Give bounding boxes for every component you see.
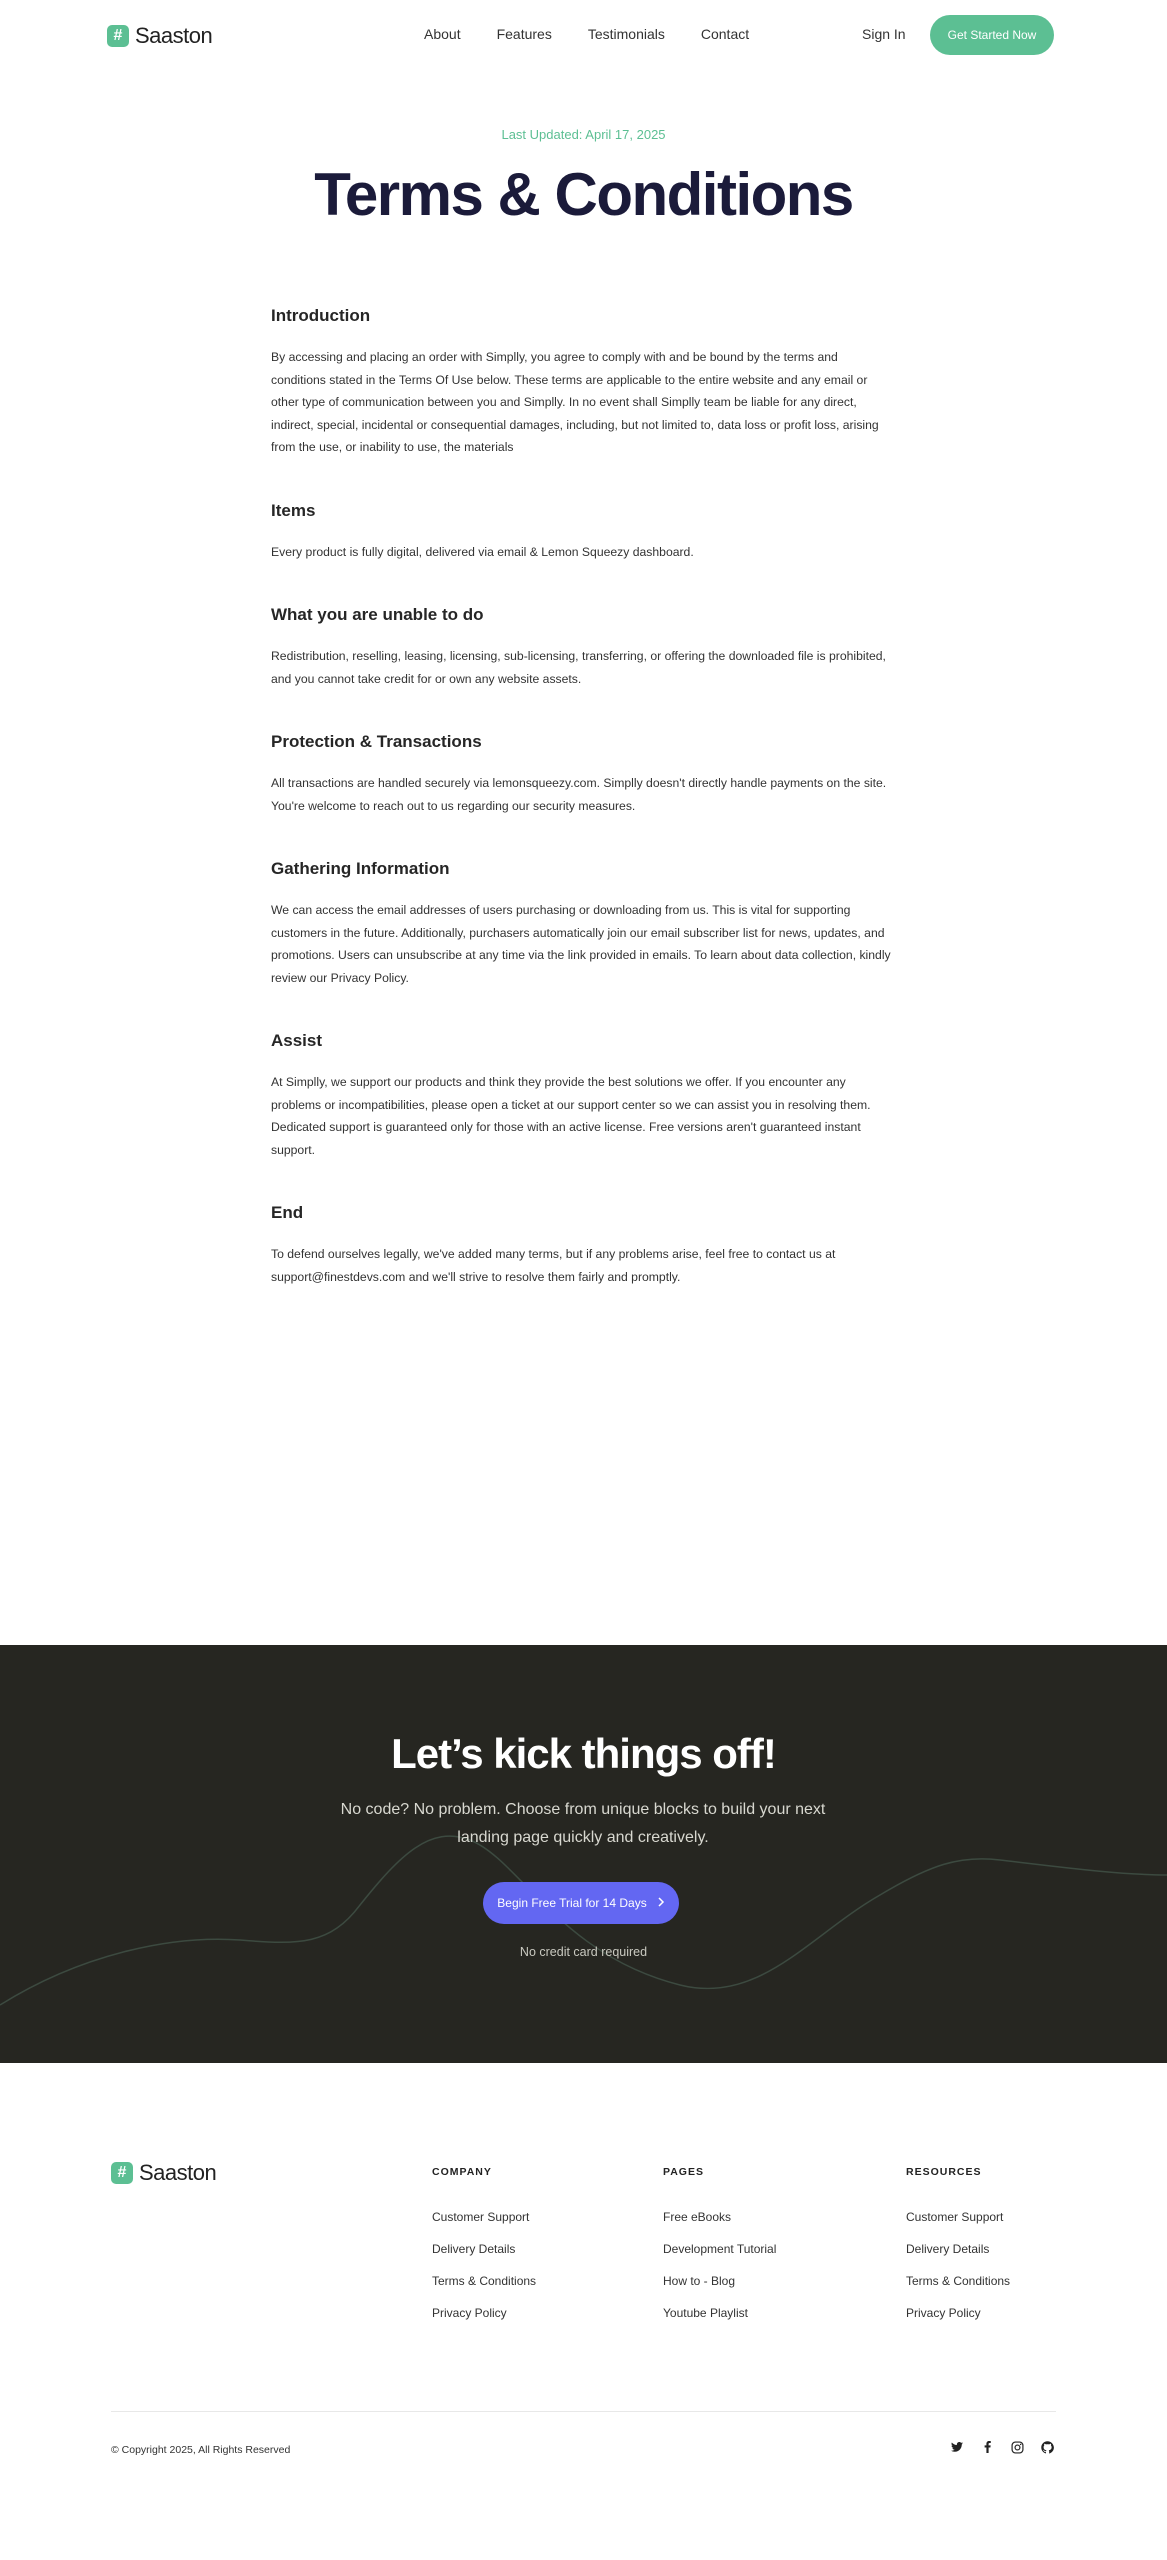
footer-link[interactable]: Terms & Conditions xyxy=(906,2274,1011,2288)
footer-column-title: COMPANY xyxy=(432,2166,492,2178)
footer-link[interactable]: Privacy Policy xyxy=(432,2306,507,2320)
site-header xyxy=(0,0,1167,70)
footer-link[interactable]: How to - Blog xyxy=(663,2274,736,2288)
twitter-icon[interactable] xyxy=(950,2440,964,2454)
no-credit-card-note: No credit card required xyxy=(519,1945,648,1959)
section-heading: Introduction xyxy=(271,306,371,325)
logo-mark-icon: # xyxy=(107,25,129,47)
cta-title: Let’s kick things off! xyxy=(391,1730,776,1777)
footer-link[interactable]: Terms & Conditions xyxy=(432,2274,537,2288)
section-heading: What you are unable to do xyxy=(271,605,484,624)
section-heading: End xyxy=(271,1203,304,1222)
nav-features[interactable]: Features xyxy=(496,26,552,42)
footer-column-company xyxy=(432,2166,536,2338)
footer-link[interactable]: Youtube Playlist xyxy=(663,2306,748,2320)
chevron-right-icon xyxy=(657,1896,665,1910)
section-introduction xyxy=(271,306,896,459)
logo-mark-icon: # xyxy=(111,2162,133,2184)
cta-subtitle: No code? No problem. Choose from unique blocks to build your next landing page quickly and creatively. xyxy=(340,1801,826,1846)
section-body: We can access the email addresses of users purchasing or downloading from us. This is vital for supporting customers in the future. Additionally, purchasers automatically join our email subscriber list for news, updates, and promotions. Users can unsubscribe at any time via the link provided in emails. To learn about data collection, kindly review our Privacy Policy. xyxy=(271,903,891,985)
section-end xyxy=(271,1203,896,1288)
footer-column-pages xyxy=(663,2166,776,2338)
cta-section xyxy=(0,1645,1167,2063)
footer-divider xyxy=(111,2411,1056,2412)
terms-content xyxy=(271,306,896,1330)
footer-logo[interactable] xyxy=(111,2160,216,2186)
section-body: Redistribution, reselling, leasing, licensing, sub-licensing, transferring, or offering the downloaded file is prohibited, and you cannot take credit for or own any website assets. xyxy=(271,649,886,686)
sign-in-link[interactable]: Sign In xyxy=(862,26,906,42)
section-protection xyxy=(271,732,896,817)
begin-trial-label: Begin Free Trial for 14 Days xyxy=(497,1896,647,1910)
logo-text: Saaston xyxy=(139,2160,217,2185)
section-assist xyxy=(271,1031,896,1161)
nav-about[interactable]: About xyxy=(424,26,461,42)
logo[interactable] xyxy=(107,23,212,49)
github-icon[interactable] xyxy=(1040,2440,1054,2454)
section-heading: Protection & Transactions xyxy=(271,732,482,751)
section-body: At Simplly, we support our products and think they provide the best solutions we offer. If you encounter any problems or incompatibilities, please open a ticket at our support center so we can assist you in resolving them. Dedicated support is guaranteed only for those with an active license. Free versions aren't guaranteed instant support. xyxy=(271,1075,871,1157)
footer-column-title: RESOURCES xyxy=(906,2166,982,2178)
facebook-icon[interactable] xyxy=(980,2440,994,2454)
page-title: Terms & Conditions xyxy=(314,161,853,228)
footer-link[interactable]: Free eBooks xyxy=(663,2210,732,2224)
social-links xyxy=(950,2440,1054,2454)
decorative-wave xyxy=(0,1645,1167,2063)
get-started-button[interactable]: Get Started Now xyxy=(930,15,1054,55)
section-gathering xyxy=(271,859,896,989)
copyright: © Copyright 2025, All Rights Reserved xyxy=(111,2444,291,2456)
main-nav xyxy=(424,26,749,42)
nav-testimonials[interactable]: Testimonials xyxy=(587,26,665,42)
section-restrictions xyxy=(271,605,896,690)
section-items xyxy=(271,501,896,564)
section-heading: Assist xyxy=(271,1031,323,1050)
section-heading: Gathering Information xyxy=(271,859,450,878)
logo-text: Saaston xyxy=(135,23,213,48)
begin-trial-button[interactable] xyxy=(483,1882,679,1924)
footer-link[interactable]: Customer Support xyxy=(906,2210,1004,2224)
instagram-icon[interactable] xyxy=(1010,2440,1024,2454)
footer-link[interactable]: Development Tutorial xyxy=(663,2242,777,2256)
footer-link[interactable]: Customer Support xyxy=(432,2210,530,2224)
section-body: To defend ourselves legally, we've added many terms, but if any problems arise, feel free to contact us at support@finestdevs.com and we'll strive to resolve them fairly and promptly. xyxy=(271,1247,836,1284)
section-body: Every product is fully digital, delivered via email & Lemon Squeezy dashboard. xyxy=(271,544,694,559)
section-body: All transactions are handled securely via lemonsqueezy.com. Simplly doesn't directly handle payments on the site. You're welcome to reach out to us regarding our security measures. xyxy=(271,776,887,813)
footer-link[interactable]: Delivery Details xyxy=(906,2242,990,2256)
footer-link[interactable]: Delivery Details xyxy=(432,2242,516,2256)
last-updated: Last Updated: April 17, 2025 xyxy=(501,127,666,142)
footer-column-title: PAGES xyxy=(663,2166,704,2178)
nav-contact[interactable]: Contact xyxy=(700,26,750,42)
section-heading: Items xyxy=(271,500,316,520)
footer-link[interactable]: Privacy Policy xyxy=(906,2306,981,2320)
section-body: By accessing and placing an order with Simplly, you agree to comply with and be bound by the terms and conditions stated in the Terms Of Use below. These terms are applicable to the entire website and any email or other type of communication between you and Simplly. In no event shall Simplly team be liable for any direct, indirect, special, incidental or consequential damages, including, but not limited to, data loss or profit loss, arising from the use, or inability to use, the materials xyxy=(271,350,879,454)
footer-column-resources xyxy=(906,2166,1010,2338)
